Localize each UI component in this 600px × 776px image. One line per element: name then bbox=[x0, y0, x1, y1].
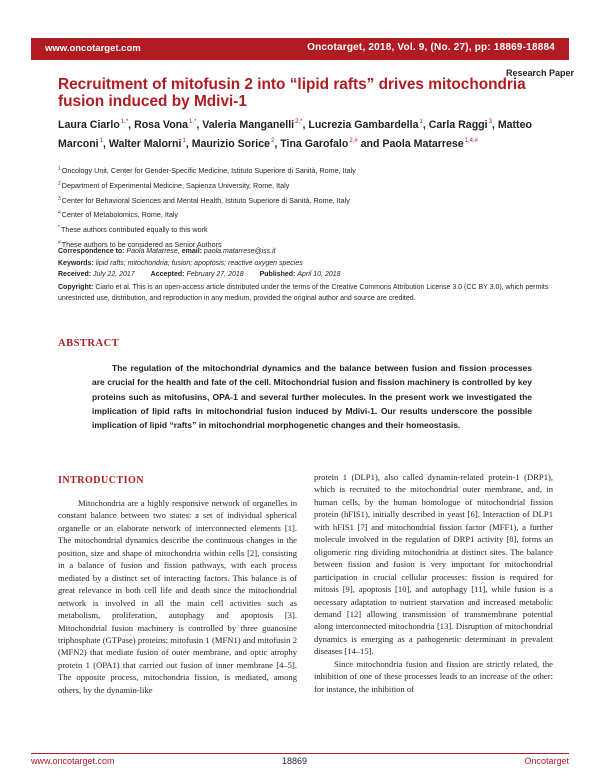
affiliation-item bbox=[58, 193, 558, 208]
affiliation-sup: 3 bbox=[58, 195, 61, 202]
article-title: Recruitment of mitofusin 2 into “lipid rafts” drives mitochondria fusion induced by Mdivi-1 bbox=[58, 76, 526, 110]
intro-paragraph: Since mitochondria fusion and fission are strictly related, the inhibition of one of these processes leads to an increase of the other: for instance, the inhibition of bbox=[314, 658, 553, 694]
dates-row bbox=[58, 269, 563, 281]
journal-header-bar bbox=[31, 38, 569, 60]
author-name: Carla Raggi bbox=[428, 119, 488, 131]
author-affil-sup: 1,* bbox=[189, 119, 197, 125]
author-affil-sup: 3 bbox=[488, 119, 492, 125]
intro-column-right bbox=[314, 471, 553, 695]
article-meta bbox=[58, 246, 563, 305]
affiliation-item bbox=[58, 163, 558, 178]
author-name: Tina Garofalo bbox=[280, 138, 349, 150]
author-name: Walter Malorni bbox=[108, 138, 182, 150]
copyright-label: Copyright: bbox=[58, 283, 94, 291]
page-number: 18869 bbox=[282, 756, 308, 766]
received-label: Received: bbox=[58, 271, 92, 278]
author-affil-sup: 1 bbox=[182, 138, 186, 144]
keywords-text: lipid rafts; mitochondria; fusion; apoptosis; reactive oxygen species bbox=[95, 259, 303, 267]
footer-url-link[interactable]: www.oncotarget.com bbox=[31, 756, 115, 766]
intro-paragraph: protein 1 (DLP1), also called dynamin-related protein-1 (DRP1), which is recruited to the mitochondrial outer membrane, and, in human cells, by the human homologue of mitochondrial fission protein (hFIS1), initially described in yeast [6]. Interaction of DLP1 with hFIS1 [7] and mitochondrial fission factor (MFF1), a further molecule involved in the regulation of DRP1 activity [8], forms an oligomeric ring dividing mitochondria at distinct sites. The balance between fission and fusion is very important for mitochondrial participation in crucial cellular processes: fission is required for mitosis [9], apoptosis [10], and autophagy [11], while fusion is a necessary adaptation to nutrient starvation and increased metabolic demand [12] allowing transmission of transmembrane potential along interconnected mitochondria [13]. Disruption of mitochondrial dynamics is emerging as a pathogenetic determinant in prevalent diseases [14–15]. bbox=[314, 472, 553, 657]
affiliation-item bbox=[58, 178, 558, 193]
correspondence-label: Correspondence to: bbox=[58, 248, 125, 255]
email-label: email: bbox=[181, 248, 202, 255]
affiliation-sup: # bbox=[58, 239, 61, 246]
journal-citation: Oncotarget, 2018, Vol. 9, (No. 27), pp: 18869-18884 bbox=[307, 42, 555, 53]
author-name: Rosa Vona bbox=[134, 119, 189, 131]
affiliation-text: Center of Metabolomics, Rome, Italy bbox=[61, 210, 179, 220]
journal-url-link[interactable]: www.oncotarget.com bbox=[45, 43, 141, 54]
published-label: Published: bbox=[259, 271, 296, 278]
abstract-heading: ABSTRACT bbox=[58, 338, 120, 349]
intro-column-left: Mitochondria are a highly responsive network of organelles in constant balance between two states: a set of individual spherical organelle or an elaborate network of interconnected elements [1]. The mitochondrial dynamics describe the continuous changes in the position, size and shape of mitochondria within cells [2], consisting in a balance of fusion and fission pathways, with each process mediated by a distinct set of interacting factors. This balance is of great relevance in both cell life and death since the mitochondrial network is involved in all the main cell activities such as metabolism, proliferation, autophagy and apoptosis [3]. Mitochondrial fusion machinery is controlled by three guanosine triphosphate (GTPase) proteins: mitofusin 1 (MFN1) and mitofusin 2 (MFN2) that mediate fusion of outer membrane, and optic atrophy protein 1 (OPA1) that carried out fusion of inner membrane [4–5]. The opposite process, mitochondria fission, is mediated, among others, by the dynamin-like bbox=[58, 498, 297, 695]
abstract-text: The regulation of the mitochondrial dynamics and the balance between fusion and fission processes are crucial for the health and fate of the cell. Mitochondrial fusion and fission machinery is controlled by key proteins such as mitofusins, OPA-1 and several further molecules. In the present work we investigated the implication of lipid rafts in mitochondrial fusion induced by Mdivi-1. Our results underscore the possible implication of lipid “rafts” in mitochondrial morphogenetic changes and their homeostasis. bbox=[92, 363, 532, 431]
received-date: July 22, 2017 bbox=[93, 271, 135, 278]
author-name: Paola Matarrese bbox=[382, 138, 464, 150]
affiliation-text: Department of Experimental Medicine, Sapienza University, Rome, Italy bbox=[61, 180, 290, 190]
author-name: Valeria Manganelli bbox=[202, 119, 295, 131]
introduction-heading: INTRODUCTION bbox=[58, 475, 145, 486]
affiliation-text: Oncology Unit, Center for Gender-Specific Medicine, Istituto Superiore di Sanità, Rome, Italy bbox=[61, 166, 356, 175]
affiliation-item bbox=[58, 207, 558, 222]
author-affil-sup: 1,4,# bbox=[464, 138, 479, 144]
copyright-row bbox=[58, 282, 563, 305]
affiliation-text: These authors to be considered as Senior Authors bbox=[61, 239, 222, 249]
author-affil-sup: 2 bbox=[271, 138, 275, 144]
copyright-text: Ciarlo et al. This is an open-access article distributed under the terms of the Creative Commons Attribution License 3.0 (CC BY 3.0), which permits unrestricted use, distribution, and reproduction in any medium, provided the original author and source are credited. bbox=[58, 283, 549, 302]
article-type-label: Research Paper bbox=[505, 68, 574, 78]
author-affil-sup: 2,* bbox=[295, 119, 303, 125]
author-affil-sup: 1,* bbox=[120, 119, 129, 125]
affiliation-text: These authors contributed equally to this work bbox=[60, 225, 208, 235]
footer-divider bbox=[31, 753, 569, 754]
email-link[interactable]: paola.matarrese@iss.it bbox=[203, 248, 276, 255]
keywords-row bbox=[58, 258, 563, 270]
author-affil-sup: 2,# bbox=[349, 138, 358, 144]
correspondence-row bbox=[58, 246, 563, 258]
affiliation-list bbox=[58, 163, 558, 252]
author-list: Laura Ciarlo$^{1,*}$, Rosa Vona$^{1,*}$, Valeria Manganelli$^{2,*}$, Lucrezia Gambardella$^1$, Carla Raggi$^3$, Matteo Marconi$^1$, Walter Malorni$^1$, Maurizio Sorice$^2$, Tina Garofalo$^{2,\#}$ and Paola Matarrese$^{1,4,\#}$ bbox=[58, 119, 532, 150]
published-date: April 10, 2018 bbox=[297, 271, 341, 278]
affiliation-sup: 1 bbox=[58, 166, 61, 172]
keywords-label: Keywords: bbox=[58, 259, 94, 267]
affiliation-item bbox=[58, 222, 558, 237]
correspondence-name: Paola Matarrese, bbox=[126, 248, 180, 255]
affiliation-text: Center for Behavioral Sciences and Mental Health, Istituto Superiore di Sanità, Rome, Italy bbox=[61, 195, 350, 205]
affiliation-sup: 4 bbox=[58, 210, 61, 217]
affiliation-sup: * bbox=[58, 225, 60, 232]
author-name: Maurizio Sorice bbox=[191, 138, 270, 150]
author-name: Lucrezia Gambardella bbox=[308, 119, 419, 131]
accepted-label: Accepted: bbox=[150, 271, 185, 278]
footer-journal-name: Oncotarget bbox=[524, 756, 569, 766]
author-name: Laura Ciarlo bbox=[58, 119, 120, 131]
author-affil-sup: 1 bbox=[99, 138, 103, 144]
author-affil-sup: 1 bbox=[419, 119, 423, 125]
affiliation-sup: 2 bbox=[58, 180, 61, 187]
accepted-date: February 27, 2018 bbox=[186, 271, 244, 278]
author-name: Matteo Marconi bbox=[58, 119, 532, 150]
